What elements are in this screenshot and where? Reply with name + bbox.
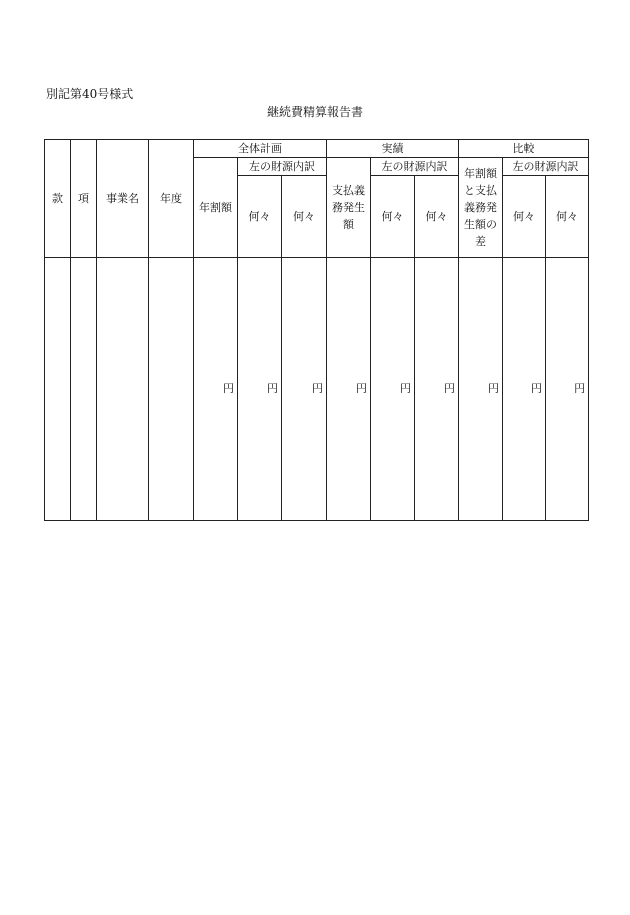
- header-zentai-keikaku: 全体計画: [194, 140, 327, 158]
- unit-yen: 円: [531, 382, 543, 395]
- cell-kan: [45, 258, 71, 521]
- header-nendo: 年度: [149, 140, 194, 258]
- sa-line-4: 生額の: [464, 218, 498, 231]
- cell-zentai-nannan-2: [282, 258, 327, 521]
- sa-line-3: 義務発: [464, 201, 498, 214]
- header-kou: 項: [71, 140, 97, 258]
- header-jisseki-nannan-1: 何々: [371, 176, 415, 258]
- cell-zentai-nannan-1: [238, 258, 282, 521]
- unit-yen: 円: [356, 382, 367, 395]
- header-jisseki: 実績: [327, 140, 459, 158]
- shiharai-line-2: 務発生: [332, 201, 365, 214]
- table-row: [45, 258, 589, 521]
- sa-line-2: と支払: [464, 184, 498, 197]
- header-jisseki-zaigen: 左の財源内訳: [371, 158, 459, 176]
- settlement-report-table: [44, 139, 589, 521]
- header-kan: 款: [45, 140, 71, 258]
- cell-shiharai-gimu: [327, 258, 371, 521]
- cell-jigyomei: [97, 258, 149, 521]
- header-hikaku-nannan-1: 何々: [503, 176, 546, 258]
- cell-hikaku-nannan-2: [546, 258, 589, 521]
- cell-kou: [71, 258, 97, 521]
- cell-jisseki-nannan-2: [415, 258, 459, 521]
- cell-zentai-nenwarigaku: [194, 258, 238, 521]
- unit-yen: 円: [444, 382, 456, 395]
- cell-jisseki-nannan-1: [371, 258, 415, 521]
- header-zentai-nannan-2: 何々: [282, 176, 327, 258]
- unit-yen: 円: [267, 382, 278, 395]
- header-hikaku: 比較: [459, 140, 589, 158]
- cell-nenwari-sa: [459, 258, 503, 521]
- unit-yen: 円: [574, 382, 586, 395]
- unit-yen: 円: [400, 382, 411, 395]
- header-zentai-nenwarigaku: 年割額: [194, 158, 238, 258]
- header-jigyomei: 事業名: [97, 140, 149, 258]
- header-hikaku-zaigen: 左の財源内訳: [503, 158, 589, 176]
- form-number-label: 別記第40号様式: [46, 87, 134, 101]
- cell-nendo: [149, 258, 194, 521]
- header-shiharai-gimu: [327, 158, 371, 258]
- unit-yen: 円: [488, 382, 500, 395]
- sa-line-1: 年割額: [464, 167, 498, 180]
- header-jisseki-nannan-2: 何々: [415, 176, 459, 258]
- unit-yen: 円: [223, 382, 234, 395]
- shiharai-line-3: 額: [343, 218, 354, 231]
- header-zentai-nannan-1: 何々: [238, 176, 282, 258]
- document-title: 継続費精算報告書: [266, 105, 363, 119]
- unit-yen: 円: [312, 382, 323, 395]
- header-nenwari-sa: [459, 158, 503, 258]
- header-zentai-zaigen: 左の財源内訳: [238, 158, 327, 176]
- shiharai-line-1: 支払義: [332, 184, 365, 197]
- cell-hikaku-nannan-1: [503, 258, 546, 521]
- header-hikaku-nannan-2: 何々: [546, 176, 589, 258]
- sa-line-5: 差: [475, 235, 487, 248]
